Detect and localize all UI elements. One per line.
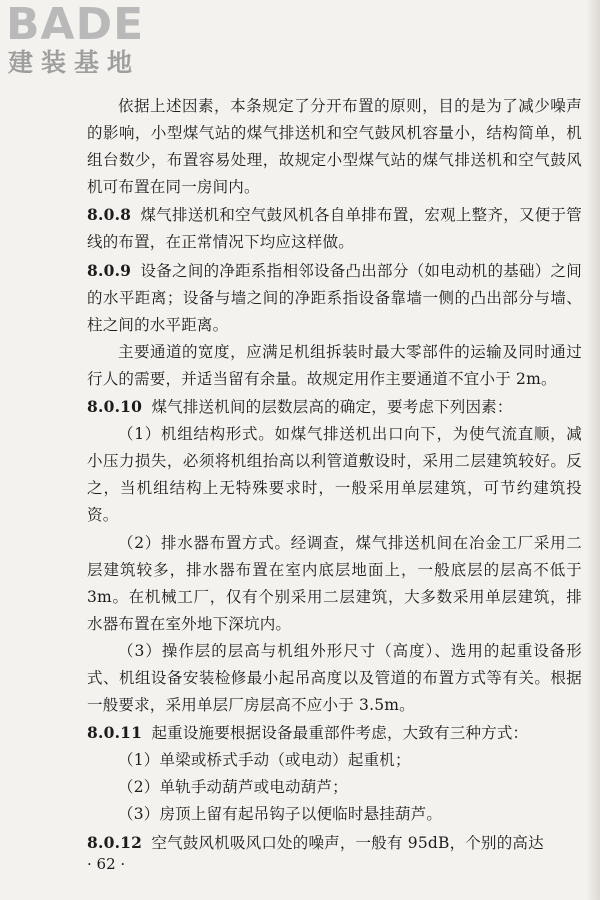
page-edge — [586, 0, 600, 900]
paragraph-text: 设备之间的净距系指相邻设备凸出部分（如电动机的基础）之间的水平距离；设备与墙之间的净距系指设备靠墙一侧的凸出部分与墙、柱之间的水平距离。 — [87, 261, 582, 334]
list-item — [87, 774, 582, 801]
paragraph-text: 主要通道的宽度，应满足机组拆装时最大零部件的运输及同时通过行人的需要，并适当留有余量。故规定用作主要通道不宜小于 2m。 — [87, 342, 582, 388]
clause-8-0-11 — [87, 719, 582, 747]
clause-8-0-9 — [87, 257, 582, 339]
paragraph — [87, 530, 582, 638]
clause-number: 8.0.12 — [87, 832, 143, 852]
clause-8-0-12 — [87, 829, 582, 857]
paragraph — [87, 93, 582, 201]
clause-number: 8.0.8 — [87, 205, 132, 225]
list-item — [87, 747, 582, 774]
paragraph-text: 煤气排送机间的层数层高的确定，要考虑下列因素： — [151, 398, 513, 417]
paragraph — [87, 638, 582, 719]
paragraph-text: （2）单轨手动葫芦或电动葫芦； — [118, 778, 348, 797]
paragraph-text: 依据上述因素，本条规定了分开布置的原则，目的是为了减少噪声的影响，小型煤气站的煤气排送机和空气鼓风机容量小，结构简单，机组台数少，布置容易处理，故规定小型煤气站的煤气排送机和空气鼓风机可布置在同一房间内。 — [87, 97, 582, 197]
paragraph-text: 起重设施要根据设备最重部件考虑，大致有三种方式： — [151, 724, 529, 743]
clause-8-0-10 — [87, 393, 582, 421]
clause-number: 8.0.10 — [87, 397, 143, 417]
paragraph-text: （3）房顶上留有起吊钩子以便临时悬挂葫芦。 — [118, 805, 443, 824]
paragraph-text: （2）排水器布置方式。经调查，煤气排送机间在冶金工厂采用二层建筑较多，排水器布置在室内底层地面上，一般底层的层高不低于 3m。在机械工厂，仅有个别采用二层建筑，大多数采用单层建筑，排水器布置在室外地下深坑内。 — [87, 533, 582, 633]
paragraph-text: （3）操作层的层高与机组外形尺寸（高度）、选用的起重设备形式、机组设备安装检修最小起吊高度以及管道的布置方式等有关。根据一般要求，采用单层厂房层高不应小于 3.5m。 — [87, 641, 582, 715]
paragraph-text: （1）机组结构形式。如煤气排送机出口向下，为使气流直顺，减小压力损失，必须将机组抬高以利管道敷设时，采用二层建筑较好。反之，当机组结构上无特殊要求时，一般采用单层建筑，可节约建筑投资。 — [87, 425, 582, 525]
logo — [6, 2, 181, 87]
logo-subtitle: 建装基地 — [8, 48, 141, 77]
list-item — [87, 801, 582, 828]
paragraph — [87, 421, 582, 529]
page-number: · 62 · — [87, 855, 126, 873]
paragraph-text: 空气鼓风机吸风口处的噪声，一般有 95dB，个别的高达 — [151, 833, 544, 852]
clause-number: 8.0.9 — [87, 260, 132, 280]
paragraph-text: 煤气排送机和空气鼓风机各自单排布置，宏观上整齐，又便于管线的布置，在正常情况下均应这样做。 — [87, 206, 582, 252]
logo-word: BADE — [6, 0, 145, 50]
paragraph — [87, 339, 582, 393]
paragraph-text: （1）单梁或桥式手动（或电动）起重机； — [118, 751, 411, 770]
body-text — [87, 93, 582, 857]
clause-number: 8.0.11 — [87, 723, 143, 743]
clause-8-0-8 — [87, 201, 582, 256]
